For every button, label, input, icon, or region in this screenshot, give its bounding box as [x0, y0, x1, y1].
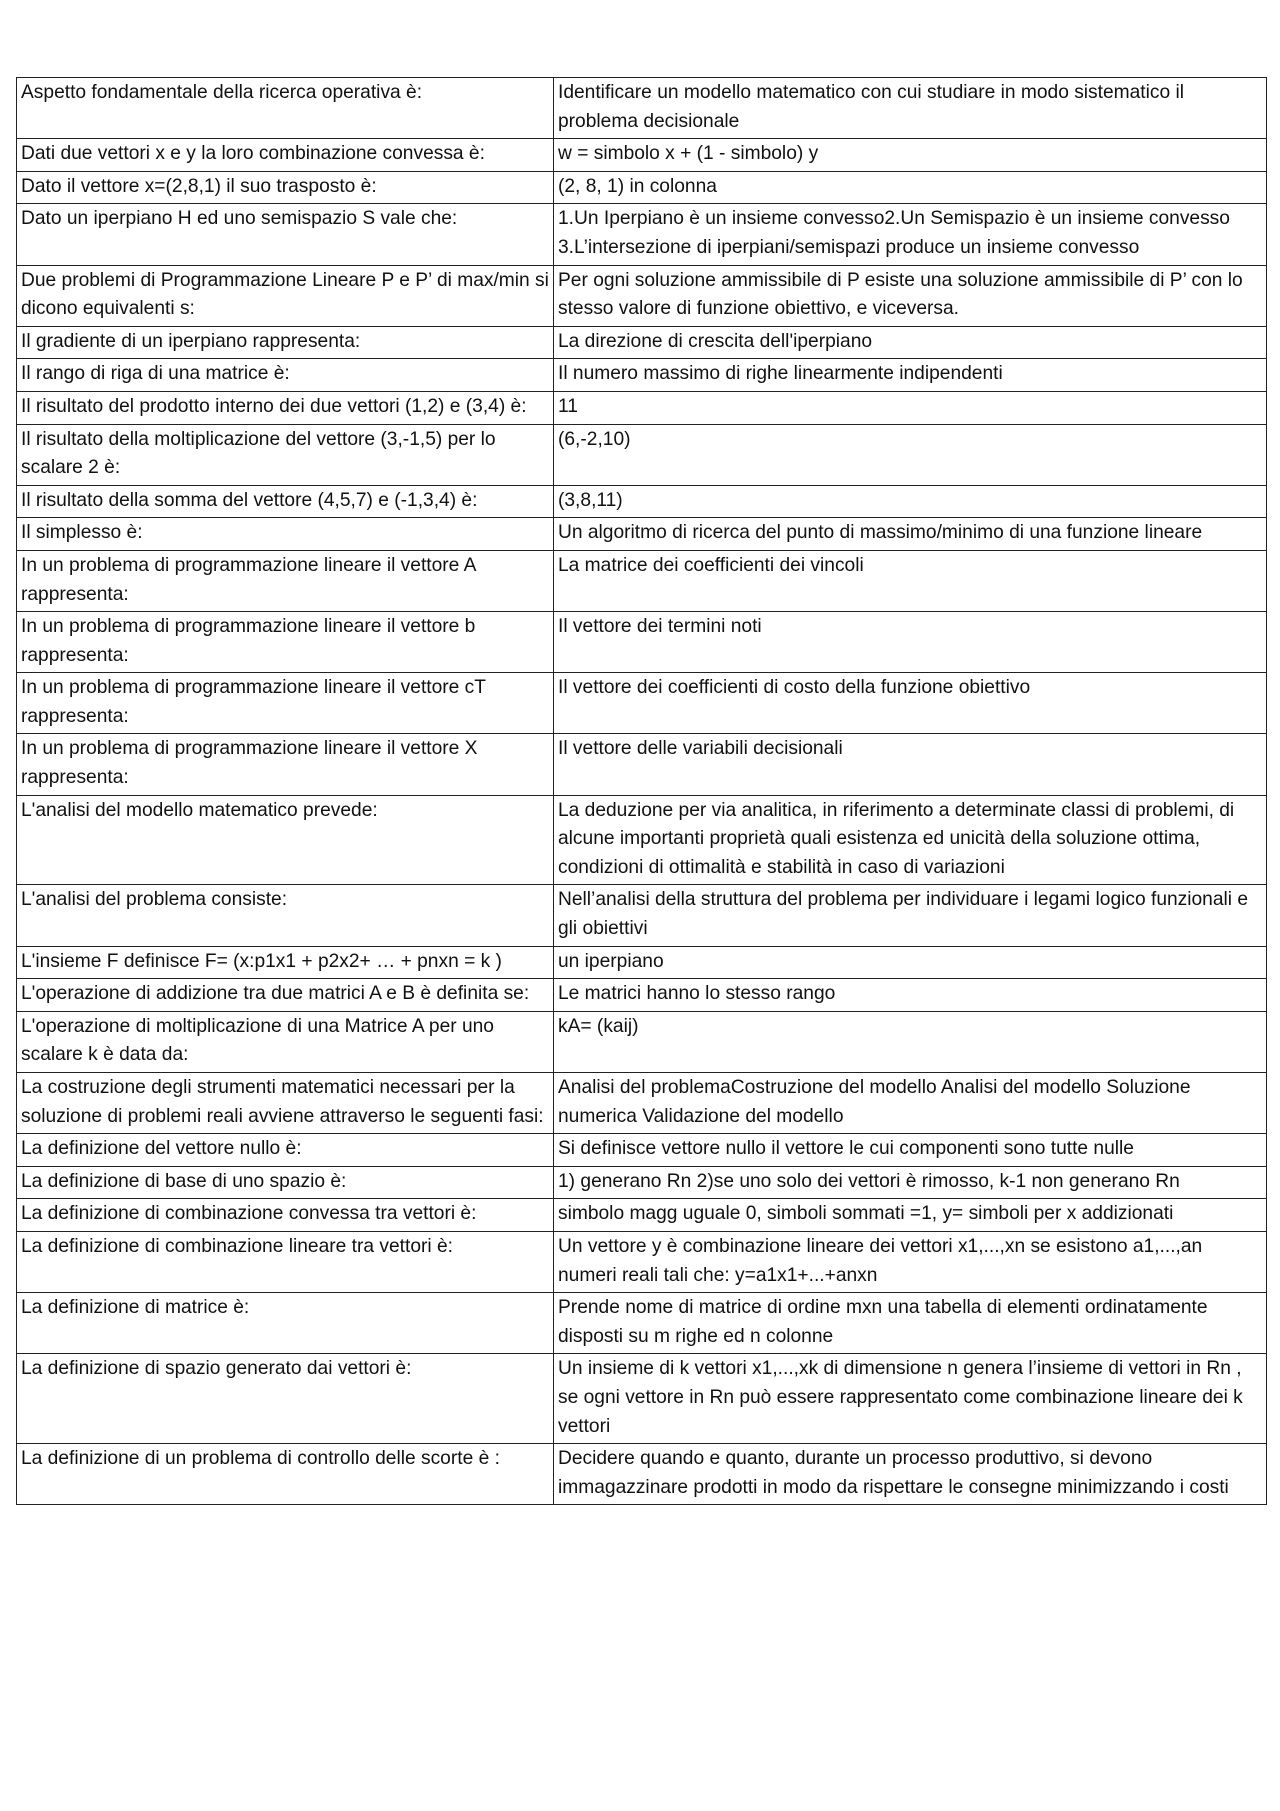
- question-cell: Dati due vettori x e y la loro combinazione convessa è:: [17, 139, 554, 172]
- question-cell: Il rango di riga di una matrice è:: [17, 359, 554, 392]
- table-row: [17, 424, 1267, 485]
- table-row: [17, 734, 1267, 795]
- table-row: [17, 1293, 1267, 1354]
- table-row: [17, 1166, 1267, 1199]
- answer-cell: La matrice dei coefficienti dei vincoli: [554, 550, 1267, 611]
- table-row: [17, 673, 1267, 734]
- answer-cell: La direzione di crescita dell'iperpiano: [554, 326, 1267, 359]
- answer-cell: La deduzione per via analitica, in riferimento a determinate classi di problemi, di alcune importanti proprietà quali esistenza ed unicità della soluzione ottima, condizioni di ottimalità e stabilità in caso di variazioni: [554, 795, 1267, 885]
- answer-cell: Per ogni soluzione ammissibile di P esiste una soluzione ammissibile di P’ con lo stesso valore di funzione obiettivo, e viceversa.: [554, 265, 1267, 326]
- table-row: [17, 204, 1267, 265]
- question-cell: In un problema di programmazione lineare il vettore b rappresenta:: [17, 612, 554, 673]
- answer-cell: Le matrici hanno lo stesso rango: [554, 979, 1267, 1012]
- answer-cell: Si definisce vettore nullo il vettore le cui componenti sono tutte nulle: [554, 1134, 1267, 1167]
- question-cell: In un problema di programmazione lineare il vettore cT rappresenta:: [17, 673, 554, 734]
- table-row: [17, 326, 1267, 359]
- answer-cell: w = simbolo x + (1 - simbolo) y: [554, 139, 1267, 172]
- answer-cell: Un algoritmo di ricerca del punto di massimo/minimo di una funzione lineare: [554, 518, 1267, 551]
- table-row: [17, 78, 1267, 139]
- answer-cell: 11: [554, 391, 1267, 424]
- answer-cell: Il vettore dei termini noti: [554, 612, 1267, 673]
- table-row: [17, 612, 1267, 673]
- table-row: [17, 1134, 1267, 1167]
- table-row: [17, 1199, 1267, 1232]
- answer-cell: kA= (kaij): [554, 1011, 1267, 1072]
- table-row: [17, 359, 1267, 392]
- table-row: [17, 1231, 1267, 1292]
- question-cell: Il simplesso è:: [17, 518, 554, 551]
- question-cell: Dato un iperpiano H ed uno semispazio S vale che:: [17, 204, 554, 265]
- question-cell: L'insieme F definisce F= (x:p1x1 + p2x2+ … + pnxn = k ): [17, 946, 554, 979]
- table-row: [17, 485, 1267, 518]
- table-row: [17, 946, 1267, 979]
- question-cell: Dato il vettore x=(2,8,1) il suo trasposto è:: [17, 171, 554, 204]
- answer-cell: Prende nome di matrice di ordine mxn una tabella di elementi ordinatamente disposti su m righe ed n colonne: [554, 1293, 1267, 1354]
- answer-cell: Analisi del problemaCostruzione del modello Analisi del modello Soluzione numerica Validazione del modello: [554, 1073, 1267, 1134]
- question-cell: In un problema di programmazione lineare il vettore A rappresenta:: [17, 550, 554, 611]
- question-cell: La definizione di spazio generato dai vettori è:: [17, 1354, 554, 1444]
- answer-cell: Il numero massimo di righe linearmente indipendenti: [554, 359, 1267, 392]
- table-row: [17, 1444, 1267, 1505]
- question-cell: L'operazione di addizione tra due matrici A e B è definita se:: [17, 979, 554, 1012]
- table-row: [17, 1011, 1267, 1072]
- answer-cell: Decidere quando e quanto, durante un processo produttivo, si devono immagazzinare prodotti in modo da rispettare le consegne minimizzando i costi: [554, 1444, 1267, 1505]
- table-row: [17, 1354, 1267, 1444]
- question-cell: Il gradiente di un iperpiano rappresenta:: [17, 326, 554, 359]
- table-row: [17, 1073, 1267, 1134]
- question-cell: Due problemi di Programmazione Lineare P e P’ di max/min si dicono equivalenti s:: [17, 265, 554, 326]
- answer-cell: Il vettore dei coefficienti di costo della funzione obiettivo: [554, 673, 1267, 734]
- question-cell: La definizione di un problema di controllo delle scorte è :: [17, 1444, 554, 1505]
- question-cell: Il risultato del prodotto interno dei due vettori (1,2) e (3,4) è:: [17, 391, 554, 424]
- question-cell: La definizione del vettore nullo è:: [17, 1134, 554, 1167]
- question-cell: Il risultato della moltiplicazione del vettore (3,-1,5) per lo scalare 2 è:: [17, 424, 554, 485]
- answer-cell: 1) generano Rn 2)se uno solo dei vettori è rimosso, k-1 non generano Rn: [554, 1166, 1267, 1199]
- question-cell: L'operazione di moltiplicazione di una Matrice A per uno scalare k è data da:: [17, 1011, 554, 1072]
- answer-cell: Un vettore y è combinazione lineare dei vettori x1,...,xn se esistono a1,...,an numeri reali tali che: y=a1x1+...+anxn: [554, 1231, 1267, 1292]
- table-row: [17, 518, 1267, 551]
- answer-cell: Un insieme di k vettori x1,...,xk di dimensione n genera l’insieme di vettori in Rn , se ogni vettore in Rn può essere rappresentato come combinazione lineare dei k vettori: [554, 1354, 1267, 1444]
- answer-cell: Nell’analisi della struttura del problema per individuare i legami logico funzionali e gli obiettivi: [554, 885, 1267, 946]
- answer-cell: 1.Un Iperpiano è un insieme convesso2.Un Semispazio è un insieme convesso 3.L’intersezione di iperpiani/semispazi produce un insieme convesso: [554, 204, 1267, 265]
- question-cell: Il risultato della somma del vettore (4,5,7) e (-1,3,4) è:: [17, 485, 554, 518]
- answer-cell: (6,-2,10): [554, 424, 1267, 485]
- question-cell: In un problema di programmazione lineare il vettore X rappresenta:: [17, 734, 554, 795]
- question-cell: Aspetto fondamentale della ricerca operativa è:: [17, 78, 554, 139]
- table-row: [17, 391, 1267, 424]
- question-cell: La definizione di matrice è:: [17, 1293, 554, 1354]
- answer-cell: Il vettore delle variabili decisionali: [554, 734, 1267, 795]
- answer-cell: (2, 8, 1) in colonna: [554, 171, 1267, 204]
- question-cell: La definizione di combinazione convessa tra vettori è:: [17, 1199, 554, 1232]
- answer-cell: un iperpiano: [554, 946, 1267, 979]
- question-cell: L'analisi del modello matematico prevede:: [17, 795, 554, 885]
- answer-cell: simbolo magg uguale 0, simboli sommati =1, y= simboli per x addizionati: [554, 1199, 1267, 1232]
- question-cell: L'analisi del problema consiste:: [17, 885, 554, 946]
- table-row: [17, 139, 1267, 172]
- question-cell: La definizione di base di uno spazio è:: [17, 1166, 554, 1199]
- question-cell: La costruzione degli strumenti matematici necessari per la soluzione di problemi reali avviene attraverso le seguenti fasi:: [17, 1073, 554, 1134]
- table-row: [17, 550, 1267, 611]
- answer-cell: (3,8,11): [554, 485, 1267, 518]
- table-row: [17, 171, 1267, 204]
- table-row: [17, 979, 1267, 1012]
- qa-table-body: [17, 78, 1267, 1505]
- qa-table: [16, 77, 1267, 1505]
- answer-cell: Identificare un modello matematico con cui studiare in modo sistematico il problema decisionale: [554, 78, 1267, 139]
- table-row: [17, 265, 1267, 326]
- table-row: [17, 885, 1267, 946]
- question-cell: La definizione di combinazione lineare tra vettori è:: [17, 1231, 554, 1292]
- table-row: [17, 795, 1267, 885]
